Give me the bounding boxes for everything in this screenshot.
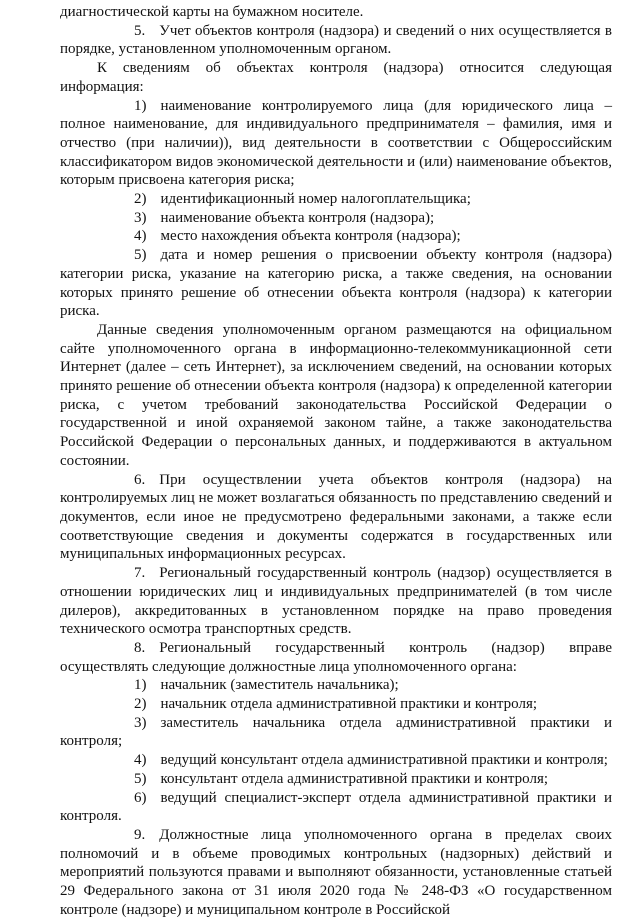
item-number: 9.: [134, 826, 146, 843]
list-item: 5) дата и номер решения о присвоении объекту контроля (надзора) категории риска, указание на категорию риска, а также сведения, на основании которых принято решение об отнесении объекта контроля (надзора) к категории риска.: [60, 247, 612, 320]
item-number: 6): [134, 789, 147, 806]
paragraph: 9. Должностные лица уполномоченного органа в пределах своих полномочий и в объеме проводимых контрольных (надзорных) действий и мероприятий пользуются правами и выполняют обязанности, установленные статьей 29 Федерального закона от 31 июля 2020 года № 248-ФЗ «О государственном контроле (надзоре) и муниципальном контроле в Российской: [60, 826, 612, 918]
item-number: 3): [134, 209, 147, 226]
list-item: 2) начальник отдела административной практики и контроля;: [60, 695, 612, 714]
item-number: 2): [134, 696, 147, 713]
item-number: 4): [134, 752, 147, 769]
list-item: 4) ведущий консультант отдела административной практики и контроля;: [60, 751, 612, 770]
item-number: 1): [134, 677, 147, 694]
item-number: 2): [134, 191, 147, 208]
list-item: 1) начальник (заместитель начальника);: [60, 676, 612, 695]
item-number: 4): [134, 228, 147, 245]
list-item: 6) ведущий специалист-эксперт отдела административной практики и контроля.: [60, 789, 612, 825]
list-item: 4) место нахождения объекта контроля (надзора);: [60, 227, 612, 246]
paragraph: диагностической карты на бумажном носителе.: [60, 4, 364, 20]
list-item: 3) заместитель начальника отдела административной практики и контроля;: [60, 714, 612, 750]
item-number: 1): [134, 97, 147, 114]
item-number: 5): [134, 247, 147, 264]
paragraph: Данные сведения уполномоченным органом размещаются на официальном сайте уполномоченного органа в информационно-телекоммуникационной сети Интернет (далее – сеть Интернет), за исключением сведений, на основании которых принято решение об отнесении объекта контроля (надзора) к определенной категории риска, с учетом требований законодательства Российской Федерации о государственной и иной охраняемой законом тайне, а также законодательства Российской Федерации о персональных данных, и поддерживаются в актуальном состоянии.: [60, 321, 612, 469]
item-number: 8.: [134, 639, 146, 656]
list-item: 5) консультант отдела административной практики и контроля;: [60, 770, 612, 789]
paragraph: 7. Региональный государственный контроль (надзор) осуществляется в отношении юридических лиц и индивидуальных предпринимателей (в том числе дилеров), аккредитованных в установленном порядке на право проведения технического осмотра транспортных средств.: [60, 565, 612, 638]
paragraph: К сведениям об объектах контроля (надзора) относится следующая информация:: [60, 60, 612, 95]
paragraph: 5. Учет объектов контроля (надзора) и сведений о них осуществляется в порядке, установленном уполномоченным органом.: [60, 22, 612, 58]
list-item: 1) наименование контролируемого лица (для юридического лица – полное наименование, для индивидуального предпринимателя – фамилия, имя и отчество (при наличии)), вид деятельности в соответствии с Общероссийским классификатором видов экономической деятельности и (или) наименование объектов, которым присвоена категория риска;: [60, 97, 612, 189]
item-number: 7.: [134, 565, 146, 582]
item-number: 3): [134, 714, 147, 731]
list-item: 3) наименование объекта контроля (надзора);: [60, 209, 612, 228]
paragraph: 8. Региональный государственный контроль (надзор) вправе осуществлять следующие должностные лица уполномоченного органа:: [60, 639, 612, 675]
item-number: 5): [134, 770, 147, 787]
item-number: 6.: [134, 471, 146, 488]
item-number: 5.: [134, 22, 146, 39]
list-item: 2) идентификационный номер налогоплательщика;: [60, 190, 612, 209]
paragraph: 6. При осуществлении учета объектов контроля (надзора) на контролируемых лиц не может возлагаться обязанность по представлению сведений и документов, если иное не предусмотрено федеральными законами, а также если соответствующие сведения и документы содержатся в государственных или муниципальных информационных ресурсах.: [60, 471, 612, 563]
